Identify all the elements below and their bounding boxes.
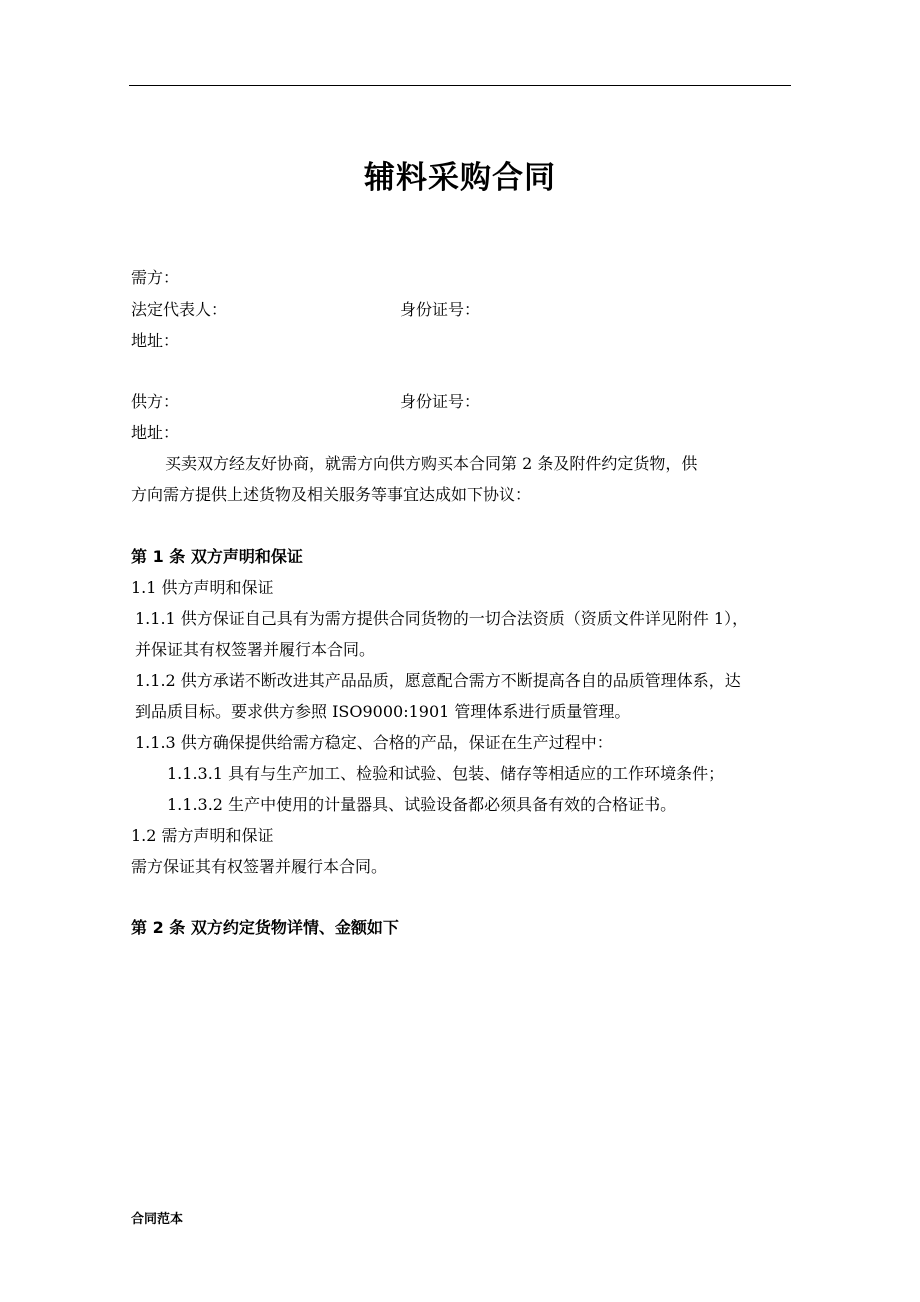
buyer-label: 需方： — [131, 268, 180, 287]
seller-address-label: 地址： — [131, 423, 180, 442]
article-1-heading: 第 1 条 双方声明和保证 — [131, 547, 303, 566]
section-1-1-3-1: 1.1.3.1 具有与生产加工、检验和试验、包装、储存等相适应的工作环境条件； — [167, 764, 725, 783]
section-1-2: 1.2 需方声明和保证 — [131, 826, 274, 845]
seller-label: 供方： — [131, 392, 180, 411]
article-2-heading: 第 2 条 双方约定货物详情、金额如下 — [131, 918, 399, 937]
intro-line-1: 买卖双方经友好协商，就需方向供方购买本合同第 2 条及附件约定货物，供 — [165, 454, 698, 473]
section-1-1: 1.1 供方声明和保证 — [131, 578, 274, 597]
document-title: 辅料采购合同 — [364, 160, 556, 196]
section-1-1-1-line-1: 1.1.1 供方保证自己具有为需方提供合同货物的一切合法资质（资质文件详见附件 1）， — [135, 609, 749, 628]
intro-line-2: 方向需方提供上述货物及相关服务等事宜达成如下协议： — [131, 485, 532, 504]
header-rule — [129, 85, 791, 86]
buyer-id-label: 身份证号： — [400, 300, 481, 319]
seller-id-label: 身份证号： — [400, 392, 481, 411]
section-1-1-3: 1.1.3 供方确保提供给需方稳定、合格的产品，保证在生产过程中： — [135, 733, 613, 752]
footer-label: 合同范本 — [131, 1212, 184, 1227]
section-1-1-2-line-1: 1.1.2 供方承诺不断改进其产品品质，愿意配合需方不断提高各自的品质管理体系，达 — [135, 671, 741, 690]
section-1-1-1-line-2: 并保证其有权签署并履行本合同。 — [135, 640, 376, 659]
legal-rep-label: 法定代表人： — [131, 300, 228, 319]
buyer-address-label: 地址： — [131, 331, 180, 350]
section-1-2-text: 需方保证其有权签署并履行本合同。 — [131, 857, 388, 876]
section-1-1-3-2: 1.1.3.2 生产中使用的计量器具、试验设备都必须具备有效的合格证书。 — [167, 795, 677, 814]
section-1-1-2-line-2: 到品质目标。要求供方参照 ISO9000:1901 管理体系进行质量管理。 — [135, 702, 631, 721]
